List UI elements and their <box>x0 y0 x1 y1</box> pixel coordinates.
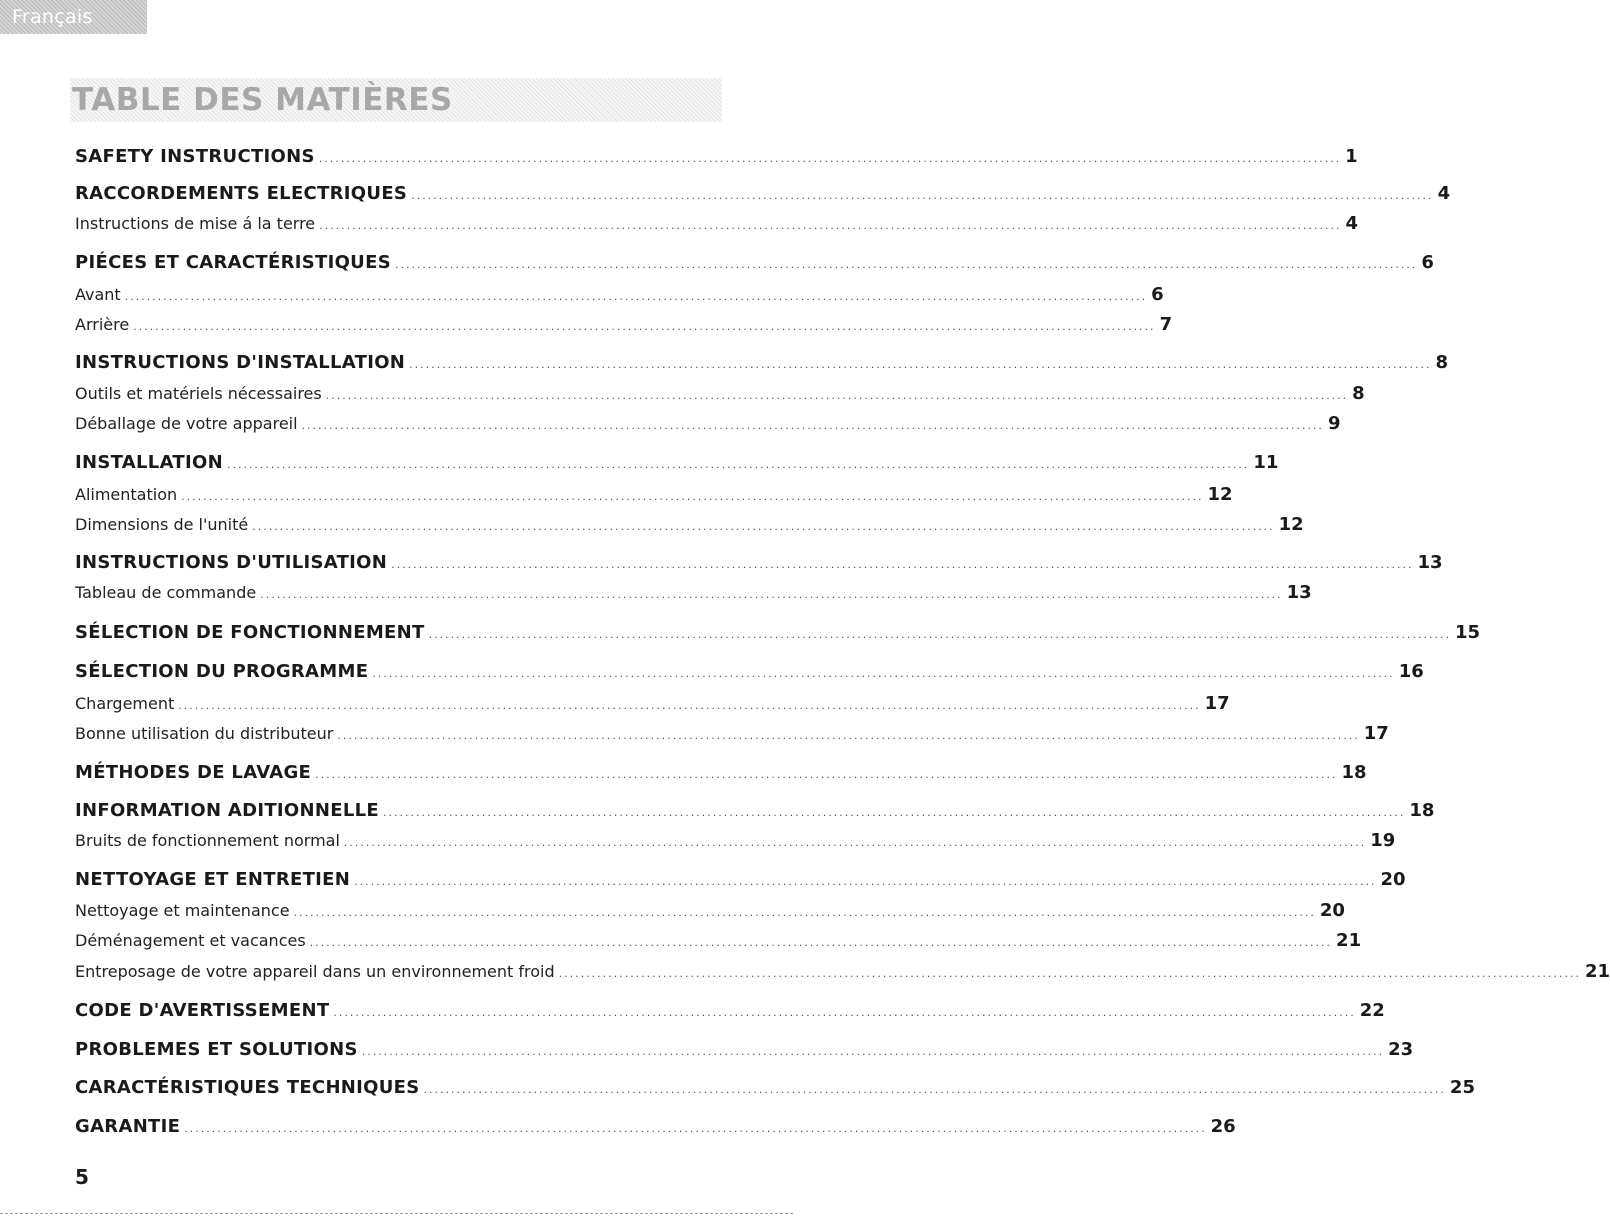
toc-entry-page: 13 <box>1286 582 1312 603</box>
toc-entry-page: 22 <box>1359 1000 1385 1021</box>
toc-section <box>75 252 1434 273</box>
toc-section <box>75 146 1358 167</box>
toc-entry-page: 7 <box>1159 314 1173 335</box>
toc-subsection <box>75 383 1365 404</box>
bottom-rule <box>0 1213 793 1214</box>
page-number: 5 <box>75 1165 89 1189</box>
toc-entry-label: INSTRUCTIONS D'INSTALLATION <box>75 352 406 373</box>
toc-entry-page: 11 <box>1253 452 1279 473</box>
toc-section <box>75 661 1424 682</box>
toc-leader-dots: .......................................................................................................................................................................................... <box>252 520 1275 533</box>
toc-entry-page: 25 <box>1449 1077 1475 1098</box>
toc-section <box>75 762 1367 783</box>
toc-entry-label: Outils et matériels nécessaires <box>75 384 322 403</box>
toc-leader-dots: .......................................................................................................................................................................................... <box>184 1122 1207 1135</box>
toc-leader-dots: .......................................................................................................................................................................................... <box>343 836 1367 849</box>
toc-subsection <box>75 314 1173 335</box>
toc-entry-page: 6 <box>1151 284 1164 305</box>
toc-entry-label: Arrière <box>75 315 130 334</box>
toc-leader-dots: .......................................................................................................................................................................................... <box>423 1083 1446 1096</box>
toc-leader-dots: .......................................................................................................................................................................................... <box>361 1045 1385 1058</box>
toc-entry-page: 9 <box>1327 413 1341 434</box>
toc-subsection <box>75 413 1341 434</box>
toc-leader-dots: .......................................................................................................................................................................................... <box>372 667 1395 680</box>
toc-entry-page: 20 <box>1319 900 1345 921</box>
toc-leader-dots: .......................................................................................................................................................................................... <box>409 358 1432 371</box>
toc-subsection <box>75 723 1389 744</box>
toc-entry-page: 13 <box>1417 552 1443 573</box>
toc-leader-dots: .......................................................................................................................................................................................... <box>181 490 1204 503</box>
toc-entry-label: SÉLECTION DU PROGRAMME <box>75 661 369 682</box>
toc-entry-page: 21 <box>1336 930 1362 951</box>
toc-leader-dots: .......................................................................................................................................................................................... <box>354 875 1377 888</box>
toc-entry-page: 20 <box>1380 869 1406 890</box>
toc-section <box>75 1077 1475 1098</box>
toc-section <box>75 183 1451 204</box>
toc-section <box>75 1116 1236 1137</box>
toc-subsection <box>75 930 1362 951</box>
toc-leader-dots: .......................................................................................................................................................................................... <box>318 152 1342 165</box>
toc-leader-dots: .......................................................................................................................................................................................... <box>382 806 1406 819</box>
toc-leader-dots: .......................................................................................................................................................................................... <box>124 290 1148 303</box>
toc-subsection <box>75 284 1164 305</box>
toc-leader-dots: .......................................................................................................................................................................................... <box>315 768 1338 781</box>
toc-entry-page: 12 <box>1207 484 1233 505</box>
toc-entry-label: Alimentation <box>75 485 178 504</box>
toc-entry-label: CARACTÉRISTIQUES TECHNIQUES <box>75 1077 420 1098</box>
toc-leader-dots: .......................................................................................................................................................................................... <box>319 219 1342 232</box>
toc-leader-dots: .......................................................................................................................................................................................... <box>391 558 1414 571</box>
page-title: TABLE DES MATIÈRES <box>72 82 453 118</box>
toc-entry-page: 17 <box>1204 693 1230 714</box>
toc-leader-dots: .......................................................................................................................................................................................... <box>394 258 1418 271</box>
toc-entry-label: Entreposage de votre appareil dans un environnement froid <box>75 962 555 981</box>
toc-leader-dots: .......................................................................................................................................................................................... <box>428 628 1451 641</box>
toc-entry-page: 18 <box>1409 800 1435 821</box>
toc-section <box>75 552 1443 573</box>
toc-entry-page: 16 <box>1398 661 1424 682</box>
toc-entry-page: 8 <box>1352 383 1365 404</box>
toc-entry-label: Nettoyage et maintenance <box>75 901 290 920</box>
language-tab: Français <box>0 0 147 34</box>
toc-entry-label: Dimensions de l'unité <box>75 515 249 534</box>
toc-section <box>75 800 1435 821</box>
toc-entry-label: Bruits de fonctionnement normal <box>75 831 340 850</box>
toc-subsection <box>75 830 1396 851</box>
toc-entry-page: 17 <box>1363 723 1389 744</box>
toc-entry-label: MÉTHODES DE LAVAGE <box>75 762 312 783</box>
toc-entry-label: PROBLEMES ET SOLUTIONS <box>75 1039 358 1060</box>
toc-entry-label: GARANTIE <box>75 1116 181 1137</box>
toc-subsection <box>75 514 1304 535</box>
toc-entry-page: 19 <box>1370 830 1396 851</box>
toc-subsection <box>75 582 1312 603</box>
toc-entry-page: 23 <box>1388 1039 1414 1060</box>
toc-entry-page: 15 <box>1454 622 1481 643</box>
toc-section <box>75 452 1279 473</box>
toc-entry-label: INSTALLATION <box>75 452 223 473</box>
toc-entry-label: Tableau de commande <box>75 583 257 602</box>
toc-entry-label: Avant <box>75 285 121 304</box>
toc-entry-label: INSTRUCTIONS D'UTILISATION <box>75 552 388 573</box>
toc-leader-dots: .......................................................................................................................................................................................... <box>558 967 1581 980</box>
toc-entry-page: 26 <box>1210 1116 1236 1137</box>
toc-entry-label: CODE D'AVERTISSEMENT <box>75 1000 330 1021</box>
toc-subsection <box>75 484 1233 505</box>
toc-section <box>75 352 1449 373</box>
toc-section <box>75 1000 1385 1021</box>
toc-section <box>75 869 1406 890</box>
toc-entry-page: 4 <box>1437 183 1451 204</box>
toc-leader-dots: .......................................................................................................................................................................................... <box>260 588 1283 601</box>
toc-entry-page: 18 <box>1341 762 1367 783</box>
toc-subsection <box>75 693 1230 714</box>
toc-section <box>75 622 1481 643</box>
toc-entry-label: Chargement <box>75 694 175 713</box>
toc-subsection <box>75 961 1610 982</box>
toc-entry-page: 1 <box>1345 146 1358 167</box>
toc-entry-page: 21 <box>1585 961 1610 982</box>
toc-leader-dots: .......................................................................................................................................................................................... <box>178 699 1201 712</box>
toc-entry-label: NETTOYAGE ET ENTRETIEN <box>75 869 351 890</box>
toc-leader-dots: .......................................................................................................................................................................................... <box>301 419 1324 432</box>
toc-subsection <box>75 213 1359 234</box>
toc-entry-label: PIÉCES ET CARACTÉRISTIQUES <box>75 252 391 273</box>
toc-leader-dots: .......................................................................................................................................................................................... <box>133 320 1156 333</box>
toc-entry-label: INFORMATION ADITIONNELLE <box>75 800 379 821</box>
toc-subsection <box>75 900 1345 921</box>
toc-leader-dots: .......................................................................................................................................................................................... <box>337 729 1360 742</box>
toc-leader-dots: .......................................................................................................................................................................................... <box>325 389 1349 402</box>
toc-entry-label: SÉLECTION DE FONCTIONNEMENT <box>75 622 425 643</box>
toc-entry-label: RACCORDEMENTS ELECTRIQUES <box>75 183 408 204</box>
toc-leader-dots: .......................................................................................................................................................................................... <box>333 1006 1356 1019</box>
toc-leader-dots: .......................................................................................................................................................................................... <box>309 936 1333 949</box>
toc-section <box>75 1039 1414 1060</box>
toc-entry-label: Déménagement et vacances <box>75 931 306 950</box>
toc-leader-dots: .......................................................................................................................................................................................... <box>226 458 1250 471</box>
toc-entry-label: Bonne utilisation du distributeur <box>75 724 334 743</box>
toc-leader-dots: .......................................................................................................................................................................................... <box>293 906 1316 919</box>
toc-entry-page: 8 <box>1435 352 1449 373</box>
toc-leader-dots: .......................................................................................................................................................................................... <box>411 189 1434 202</box>
toc-entry-label: Instructions de mise á la terre <box>75 214 316 233</box>
toc-entry-page: 6 <box>1421 252 1434 273</box>
toc-entry-page: 12 <box>1278 514 1304 535</box>
toc-entry-page: 4 <box>1345 213 1359 234</box>
toc-entry-label: SAFETY INSTRUCTIONS <box>75 146 315 167</box>
toc-entry-label: Déballage de votre appareil <box>75 414 298 433</box>
